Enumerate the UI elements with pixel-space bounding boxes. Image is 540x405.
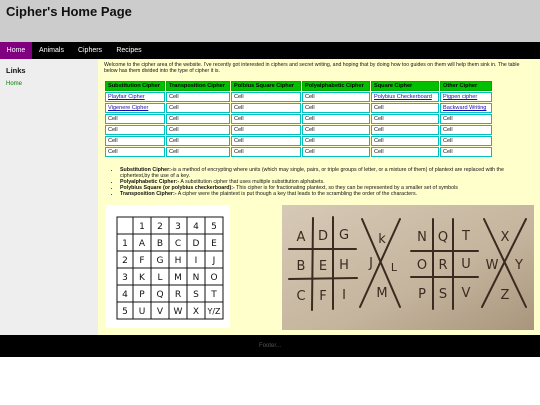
polybius-row-header: 5	[122, 307, 128, 317]
pigpen-letter: H	[339, 258, 349, 273]
polybius-col-header: 1	[139, 222, 145, 232]
sidebar-home-link[interactable]: Home	[6, 81, 23, 87]
pigpen-letter: F	[319, 289, 327, 304]
polybius-row-header: 2	[122, 256, 128, 266]
table-cell: Cell	[105, 125, 165, 135]
polybius-letter: M	[174, 273, 182, 283]
polybius-letter: H	[174, 256, 182, 266]
top-nav	[0, 42, 540, 59]
table-cell: Cell	[302, 92, 370, 102]
polybius-letter: S	[193, 290, 199, 300]
nav-home-link[interactable]: Home	[0, 42, 32, 59]
table-cell: Cell	[371, 103, 439, 113]
polybius-row-header: 4	[122, 290, 128, 300]
definition-text: A substitution cipher that uses multiple substitution alphabets.	[179, 178, 325, 185]
nav-ciphers-link[interactable]: Ciphers	[77, 47, 103, 54]
page-header	[0, 0, 540, 42]
table-row	[105, 103, 492, 113]
pigpen-letter: O	[416, 258, 428, 273]
pigpen-letter: M	[376, 286, 388, 301]
table-cell: Cell	[440, 136, 492, 146]
table-cell: Cell	[371, 136, 439, 146]
col-header-other: Other Cipher	[440, 81, 492, 91]
table-cell: Cell	[166, 147, 230, 157]
definition-item	[120, 192, 534, 198]
polybius-letter: P	[139, 290, 145, 300]
definition-text: is a method of encrypting where units (which may single, pairs, or triple groups of letter, or a mixture of them) of plantext are replaced with the ciphertext,by the use of a key.	[120, 167, 504, 179]
cipher-definitions	[120, 168, 534, 198]
intro-text: Welcome to the cipher area of the website. I've recently got interested in ciphers and secret writing, and hoping that by doing how too guides on them will help them sink in. The table below has them divided into the type of cipher it is.	[104, 62, 520, 74]
pigpen-letter: P	[418, 287, 426, 302]
pigpen-letter: D	[317, 229, 329, 244]
polybius-letter: X	[192, 307, 200, 317]
table-cell-link[interactable]: Pigpen cipher	[440, 92, 492, 102]
table-cell: Cell	[302, 103, 370, 113]
polybius-letter: G	[156, 256, 164, 266]
polybius-letter: K	[139, 273, 145, 283]
pigpen-letter: k	[378, 232, 386, 247]
polybius-letter: V	[156, 307, 164, 317]
table-cell: Cell	[166, 114, 230, 124]
table-row	[105, 92, 492, 102]
table-cell-link[interactable]: Backward Writing	[440, 103, 492, 113]
polybius-square-image	[106, 205, 230, 328]
polybius-letter: Q	[156, 290, 164, 300]
polybius-letter: F	[139, 256, 145, 266]
table-row	[105, 136, 492, 146]
table-cell: Cell	[166, 125, 230, 135]
col-header-substitution: Substitution Cipher	[105, 81, 165, 91]
pigpen-letter: U	[461, 257, 471, 272]
definition-term: Transposition Cipher:-	[120, 191, 177, 198]
polybius-letter: U	[138, 307, 146, 317]
pigpen-letter: R	[438, 258, 448, 273]
pigpen-letter: T	[462, 229, 470, 244]
table-header-row	[105, 81, 492, 91]
table-cell: Cell	[231, 125, 301, 135]
col-header-transposition: Transposition Cipher	[166, 81, 230, 91]
table-cell-link[interactable]: Polybius Checkerboard	[371, 92, 439, 102]
pigpen-letter: X	[500, 230, 510, 245]
pigpen-letter: C	[296, 289, 306, 304]
table-cell: Cell	[105, 147, 165, 157]
cipher-table	[104, 80, 493, 158]
polybius-letter: T	[211, 290, 217, 300]
pigpen-letter: W	[485, 258, 499, 273]
table-cell: Cell	[302, 125, 370, 135]
table-cell: Cell	[166, 92, 230, 102]
table-cell-link[interactable]: Vigenere Cipher	[105, 103, 165, 113]
table-cell: Cell	[302, 114, 370, 124]
pigpen-letter: Y	[515, 258, 523, 273]
table-cell: Cell	[231, 114, 301, 124]
table-cell: Cell	[371, 114, 439, 124]
pigpen-letter: V	[461, 286, 471, 301]
polybius-letter: N	[192, 273, 200, 283]
polybius-letter: I	[194, 256, 198, 266]
pigpen-letter: G	[338, 228, 350, 243]
table-cell: Cell	[166, 136, 230, 146]
table-cell: Cell	[371, 147, 439, 157]
table-cell: Cell	[231, 147, 301, 157]
table-cell: Cell	[302, 147, 370, 157]
polybius-col-header: 2	[157, 222, 163, 232]
table-cell: Cell	[105, 136, 165, 146]
footer-text: Footer...	[258, 343, 281, 349]
pigpen-cipher-drawing	[282, 205, 534, 330]
definition-term: Polybius Square (or polybius checkerboard):-	[120, 184, 235, 191]
polybius-letter: D	[192, 239, 200, 249]
nav-recipes-link[interactable]: Recipes	[116, 47, 142, 54]
table-cell: Cell	[231, 92, 301, 102]
pigpen-letter: A	[296, 230, 306, 245]
table-row	[105, 125, 492, 135]
polybius-letter: W	[173, 307, 183, 317]
table-row	[105, 147, 492, 157]
table-cell: Cell	[371, 125, 439, 135]
table-cell: Cell	[302, 136, 370, 146]
polybius-letter: C	[174, 239, 182, 249]
sidebar-title: Links	[6, 66, 26, 75]
polybius-col-header: 5	[211, 222, 217, 232]
definition-text: This cipher is for fractionating plantext, so they can be represented by a smaller set of symbols	[234, 184, 458, 191]
col-header-polbius: Polbius Square Cipher	[231, 81, 301, 91]
sidebar	[0, 59, 98, 335]
col-header-square: Square Cipher	[371, 81, 439, 91]
polybius-col-header: 4	[193, 222, 199, 232]
pigpen-letter: B	[296, 259, 306, 274]
table-row	[105, 114, 492, 124]
polybius-row-header: 1	[122, 239, 128, 249]
pigpen-cipher-image	[282, 205, 534, 330]
page-footer	[0, 335, 540, 357]
polybius-letter: E	[211, 239, 217, 249]
table-cell-link[interactable]: Playfair Cipher	[105, 92, 165, 102]
table-cell: Cell	[231, 136, 301, 146]
polybius-square-grid	[106, 205, 230, 328]
pigpen-letter: N	[417, 230, 427, 245]
table-cell: Cell	[166, 103, 230, 113]
nav-animals-link[interactable]: Animals	[39, 47, 64, 54]
site-title: Cipher's Home Page	[6, 4, 132, 19]
polybius-letter: J	[212, 256, 216, 266]
polybius-col-header: 3	[175, 222, 181, 232]
table-cell: Cell	[440, 114, 492, 124]
polybius-letter: L	[157, 273, 163, 283]
pigpen-letter: I	[342, 288, 346, 303]
col-header-polyalphabetic: Polyalphabetic Cipher	[302, 81, 370, 91]
polybius-letter: R	[174, 290, 182, 300]
table-cell: Cell	[231, 103, 301, 113]
definition-item	[120, 168, 534, 180]
table-cell: Cell	[105, 114, 165, 124]
table-cell: Cell	[440, 147, 492, 157]
polybius-letter: A	[138, 239, 146, 249]
definition-text: A cipher were the plaintext is put though a key that leads to the scrambling the order of the characters.	[176, 191, 418, 198]
pigpen-letter: S	[438, 287, 448, 302]
polybius-letter: Y/Z	[207, 307, 221, 316]
polybius-row-header: 3	[122, 273, 128, 283]
definition-term: Polyalphabetic Cipher:-	[120, 178, 180, 185]
pigpen-letter: L	[390, 261, 398, 274]
definition-term: Substitution Cipher:-	[120, 167, 173, 173]
table-cell: Cell	[440, 125, 492, 135]
pigpen-letter: Q	[437, 230, 449, 245]
pigpen-letter: Z	[500, 288, 510, 303]
polybius-letter: O	[210, 273, 218, 283]
pigpen-letter: J	[369, 256, 373, 271]
polybius-letter: B	[156, 239, 164, 249]
pigpen-letter: E	[318, 259, 328, 274]
